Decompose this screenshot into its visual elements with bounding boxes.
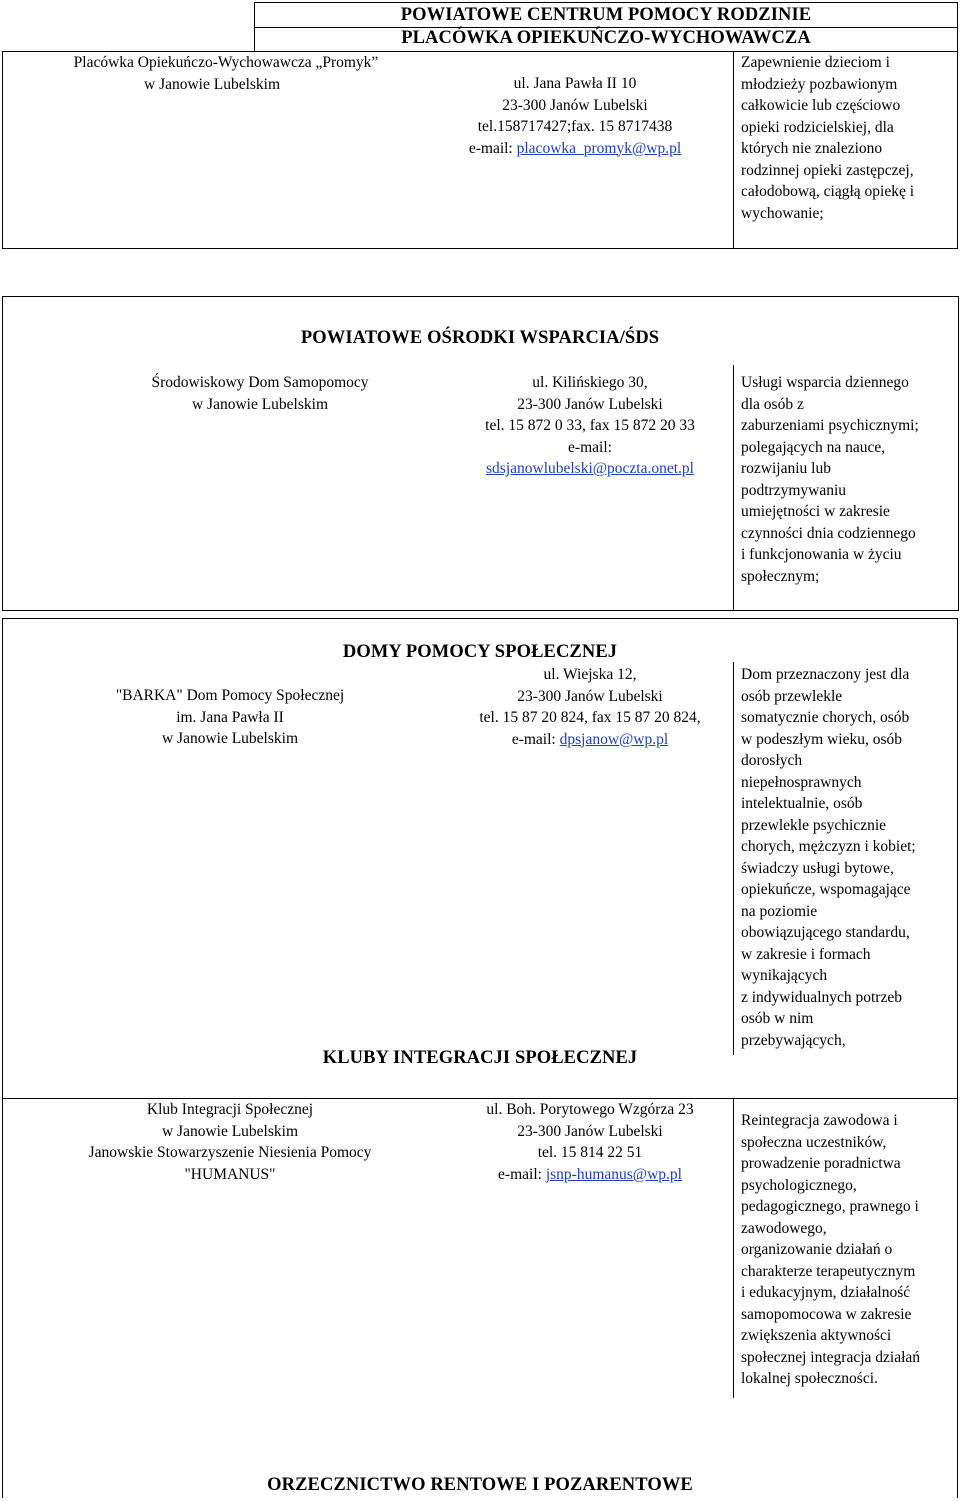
section1-description — [741, 52, 956, 224]
table3-left-border — [2, 618, 3, 1498]
section1-email-label: e-mail: — [468, 139, 517, 157]
section4-address-line: ul. Boh. Porytowego Wzgórza 23 — [486, 1101, 694, 1118]
section1-name-line2: w Janowie Lubelskim — [144, 75, 281, 93]
description-line: dla osób z — [741, 395, 804, 413]
section1-address-line: tel.158717427;fax. 15 8717438 — [477, 118, 673, 135]
description-line: opiekuńcze, wspomagające — [741, 881, 911, 898]
section3-name-line1: "BARKA" Dom Pomocy Społecznej — [115, 687, 345, 704]
section3-name-line2: im. Jana Pawła II — [176, 708, 284, 726]
description-line: przebywających, — [741, 1031, 846, 1049]
section1-address-line: ul. Jana Pawła II 10 — [513, 75, 637, 92]
description-line: psychologicznego, — [741, 1176, 857, 1194]
description-line: całodobową, ciągłą opiekę i — [741, 183, 915, 200]
section1-name-line1: Placówka Opiekuńczo-Wychowawcza „Promyk” — [73, 54, 379, 71]
description-line: polegających na nauce, — [741, 438, 886, 456]
table1-bottom-border — [2, 248, 958, 249]
section2-name-line2: w Janowie Lubelskim — [191, 395, 329, 413]
section4-address-line: tel. 15 814 22 51 — [537, 1144, 643, 1161]
description-line: społeczna uczestników, — [741, 1133, 887, 1151]
section3-address-line: 23-300 Janów Lubelski — [517, 687, 663, 705]
description-line: wychowanie; — [741, 204, 824, 222]
description-line: świadczy usługi bytowe, — [741, 859, 894, 877]
section1-name — [0, 52, 452, 95]
description-line: wynikających — [741, 967, 828, 984]
section2-header: POWIATOWE OŚRODKI WSPARCIA/ŚDS — [300, 328, 660, 348]
section1-address-line: 23-300 Janów Lubelski — [502, 96, 648, 114]
description-line: społecznym; — [741, 567, 820, 585]
section3-address-line: ul. Wiejska 12, — [543, 666, 637, 683]
section4-description — [741, 1110, 956, 1390]
section1-email-link[interactable]: placowka_promyk@wp.pl — [516, 139, 682, 157]
description-line: Reintegracja zawodowa i — [741, 1112, 898, 1129]
section1-header-line1: POWIATOWE CENTRUM POMOCY RODZINIE — [400, 5, 812, 25]
section3-email-link[interactable]: dpsjanow@wp.pl — [559, 730, 669, 748]
description-line: prowadzenie poradnictwa — [741, 1155, 901, 1172]
description-line: całkowicie lub częściowo — [741, 97, 901, 114]
section2-name — [80, 372, 440, 415]
section1-header-line2: PLACÓWKA OPIEKUŃCZO-WYCHOWAWCZA — [401, 28, 811, 48]
description-line: Usługi wsparcia dziennego — [741, 374, 909, 391]
description-line: podtrzymywaniu — [741, 481, 847, 499]
description-line: somatycznie chorych, osób — [741, 709, 910, 726]
section4-address-line: 23-300 Janów Lubelski — [517, 1122, 663, 1140]
section3-email-row — [440, 729, 740, 751]
table3-top-border — [2, 618, 958, 619]
description-line: zawodowego, — [741, 1219, 827, 1237]
section4-email-row — [440, 1164, 740, 1186]
section3-description — [741, 664, 956, 1051]
section2-address-line: e-mail: — [568, 438, 612, 456]
section4-name-line: Klub Integracji Społecznej — [146, 1101, 314, 1118]
section2-name-line1: Środowiskowy Dom Samopomocy — [151, 374, 369, 391]
section3-address — [440, 664, 740, 750]
description-line: zwiększenia aktywności — [741, 1327, 892, 1344]
section4-email-link[interactable]: jsnp-humanus@wp.pl — [545, 1165, 682, 1183]
description-line: których nie znaleziono — [741, 140, 883, 157]
description-line: lokalnej społeczności. — [741, 1370, 878, 1387]
description-line: obowiązującego standardu, — [741, 924, 910, 941]
description-line: i funkcjonowania w życiu — [741, 546, 902, 563]
description-line: chorych, mężczyzn i kobiet; — [741, 838, 916, 855]
section4-name-line: Janowskie Stowarzyszenie Niesienia Pomocy — [88, 1144, 372, 1161]
description-line: intelektualnie, osób — [741, 795, 863, 812]
description-line: Dom przeznaczony jest dla — [741, 666, 910, 683]
description-line: umiejętności w zakresie — [741, 503, 890, 520]
section4-name-line: "HUMANUS" — [184, 1165, 276, 1183]
section3-name — [30, 685, 430, 750]
description-line: czynności dnia codziennego — [741, 524, 916, 542]
description-line: organizowanie działań o — [741, 1241, 893, 1258]
section2-address-line: 23-300 Janów Lubelski — [517, 395, 663, 413]
description-line: pedagogicznego, prawnego i — [741, 1198, 919, 1215]
description-line: rodzinnej opieki zastępczej, — [741, 161, 914, 179]
table3-right-border — [957, 618, 958, 1498]
section3-email-label: e-mail: — [511, 730, 560, 748]
description-line: i edukacyjnym, działalność — [741, 1284, 911, 1301]
table1-col-divider — [733, 51, 734, 249]
section4-address — [440, 1099, 740, 1185]
section3-name-line3: w Janowie Lubelskim — [161, 730, 299, 747]
section2-email-link[interactable]: sdsjanowlubelski@poczta.onet.pl — [486, 460, 694, 477]
section3-header: DOMY POMOCY SPOŁECZNEJ — [342, 642, 618, 662]
description-line: społecznej integracja działań — [741, 1348, 921, 1366]
description-line: charakterze terapeutycznym — [741, 1262, 916, 1280]
section1-address — [440, 73, 710, 159]
description-line: zaburzeniami psychicznymi; — [741, 417, 919, 434]
description-line: rozwijaniu lub — [741, 460, 831, 477]
description-line: niepełnosprawnych — [741, 773, 862, 791]
table1-top-border — [254, 2, 958, 3]
description-line: dorosłych — [741, 752, 803, 769]
section4-header: KLUBY INTEGRACJI SPOŁECZNEJ — [322, 1048, 638, 1068]
section4-name-line: w Janowie Lubelskim — [161, 1122, 299, 1140]
description-line: Zapewnienie dzieciom i — [741, 54, 890, 71]
description-line: samopomocowa w zakresie — [741, 1305, 912, 1323]
section2-address — [440, 372, 740, 480]
description-line: z indywidualnych potrzeb — [741, 988, 902, 1006]
description-line: opieki rodzicielskiej, dla — [741, 118, 894, 136]
section1-email-row — [440, 138, 710, 160]
section5-header: ORZECZNICTWO RENTOWE I POZARENTOWE — [267, 1475, 693, 1495]
section2-description — [741, 372, 956, 587]
description-line: osób w nim — [741, 1010, 814, 1027]
description-line: w podeszłym wieku, osób — [741, 730, 903, 748]
description-line: osób przewlekle — [741, 687, 843, 705]
section4-name — [20, 1099, 440, 1185]
description-line: w zakresie i formach — [741, 945, 871, 963]
description-line: przewlekle psychicznie — [741, 816, 887, 834]
section4-email-label: e-mail: — [498, 1165, 546, 1183]
section2-address-line: ul. Kilińskiego 30, — [532, 374, 648, 391]
description-line: na poziomie — [741, 902, 818, 920]
section2-address-line: tel. 15 872 0 33, fax 15 872 20 33 — [485, 417, 695, 434]
description-line: młodzieży pozbawionym — [741, 75, 898, 93]
section3-address-line: tel. 15 87 20 824, fax 15 87 20 824, — [479, 709, 701, 726]
